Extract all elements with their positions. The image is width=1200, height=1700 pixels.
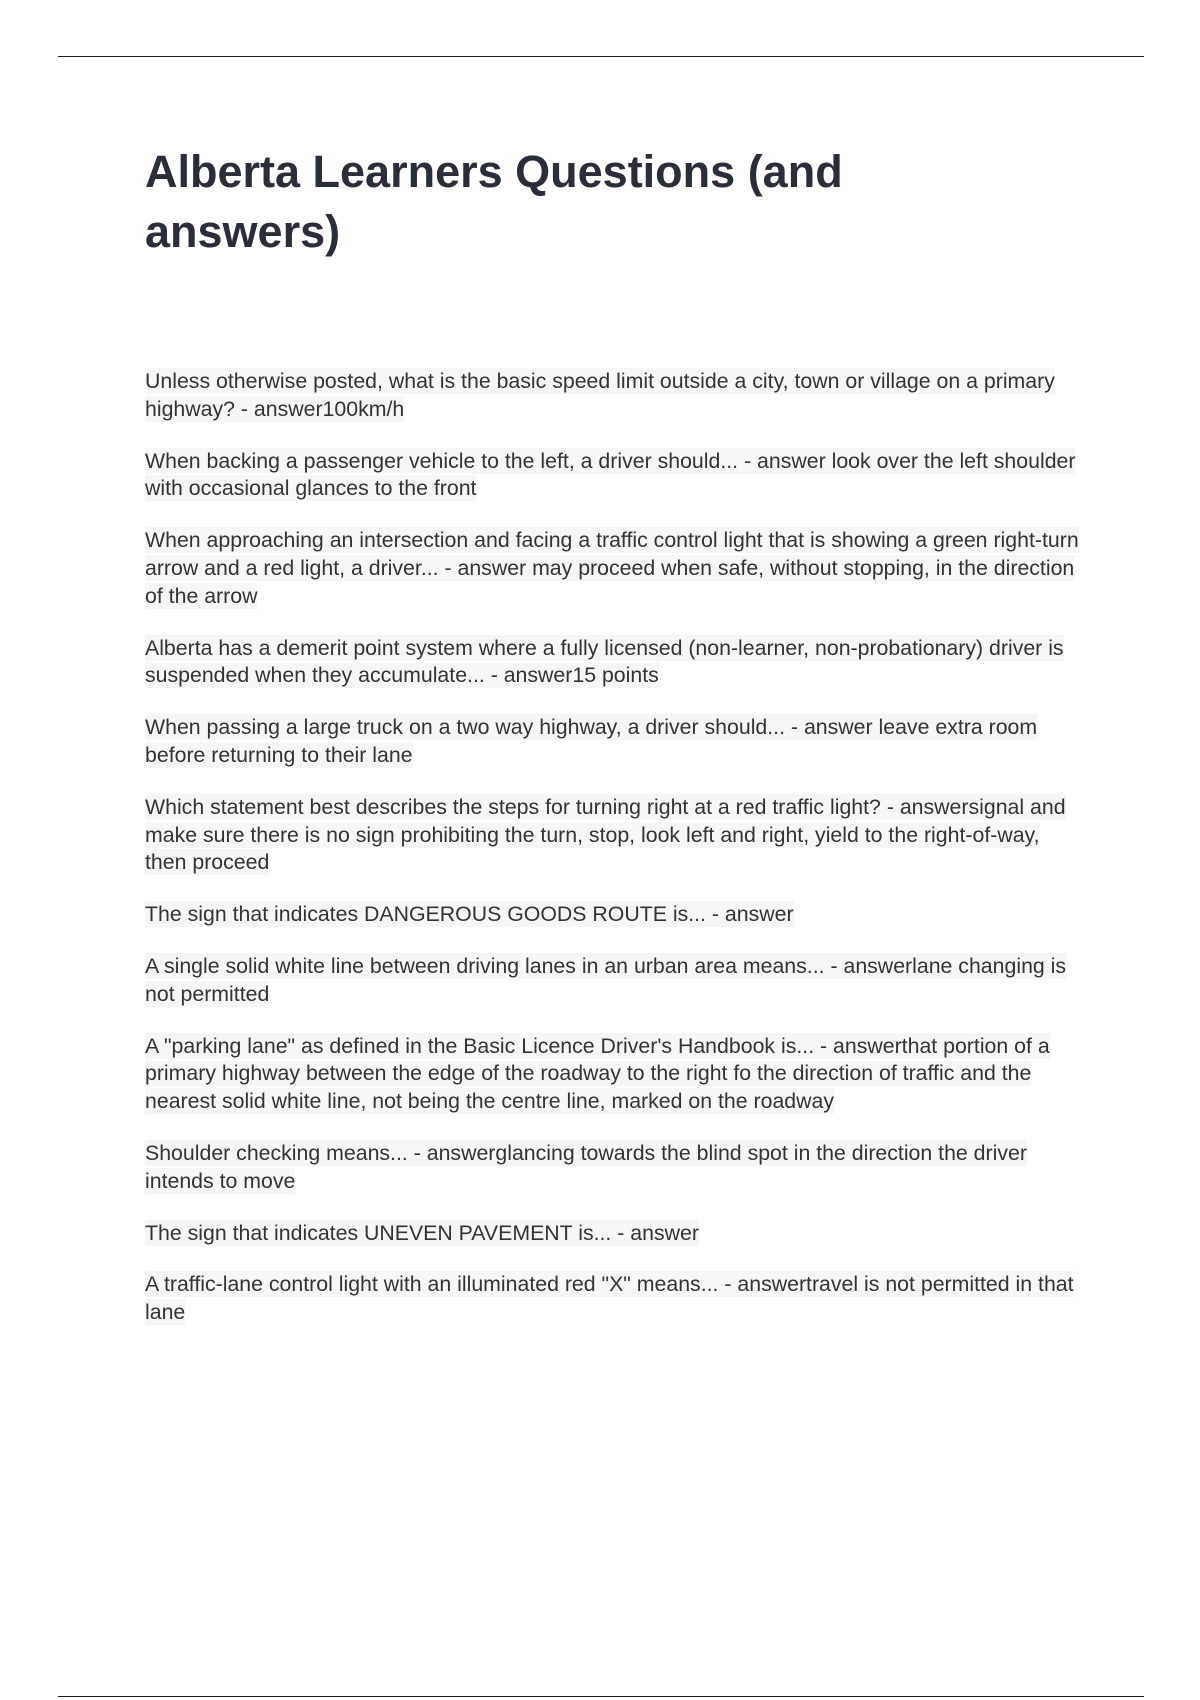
qa-item xyxy=(145,635,1080,691)
top-divider xyxy=(58,56,1144,57)
qa-item xyxy=(145,794,1080,877)
qa-item xyxy=(145,1140,1080,1196)
qa-item xyxy=(145,714,1080,770)
qa-item xyxy=(145,1033,1080,1116)
qa-item xyxy=(145,527,1080,610)
qa-item xyxy=(145,1220,1080,1248)
qa-item xyxy=(145,448,1080,504)
qa-text: When backing a passenger vehicle to the left, a driver should... - answer look over the left shoulder with occasional glances to the front xyxy=(145,448,1076,501)
page-title: Alberta Learners Questions (and answers) xyxy=(145,146,843,257)
bottom-divider xyxy=(58,1696,1144,1697)
qa-item xyxy=(145,368,1080,424)
qa-item xyxy=(145,901,1080,929)
qa-text: When passing a large truck on a two way highway, a driver should... - answer leave extra room before returning to their lane xyxy=(145,715,1038,767)
qa-text: A single solid white line between driving lanes in an urban area means... - answerlane changing is not permitted xyxy=(145,953,1067,1006)
qa-text: Which statement best describes the steps for turning right at a red traffic light? - answersignal and make sure there is no sign prohibiting the turn, stop, look left and right, yield to the right-of-way, then proceed xyxy=(145,794,1066,875)
qa-text: When approaching an intersection and facing a traffic control light that is showing a green right-turn arrow and a red light, a driver... - answer may proceed when safe, without stopping, in the direction of the arrow xyxy=(145,528,1079,608)
qa-text: A traffic-lane control light with an illuminated red "X" means... - answertravel is not permitted in that lane xyxy=(145,1272,1074,1325)
qa-item xyxy=(145,1271,1080,1327)
qa-text: Alberta has a demerit point system where a fully licensed (non-learner, non-probationary) driver is suspended when they accumulate... - answer15 points xyxy=(145,635,1064,688)
qa-text: The sign that indicates DANGEROUS GOODS ROUTE is... - answer xyxy=(145,902,794,927)
question-answer-list xyxy=(145,368,1080,1351)
qa-text: The sign that indicates UNEVEN PAVEMENT is... - answer xyxy=(145,1220,699,1245)
qa-item xyxy=(145,953,1080,1009)
qa-text: Shoulder checking means... - answerglancing towards the blind spot in the direction the driver intends to move xyxy=(145,1140,1027,1193)
qa-text: Unless otherwise posted, what is the basic speed limit outside a city, town or village on a primary highway? - answer100km/h xyxy=(145,369,1055,421)
qa-text: A "parking lane" as defined in the Basic Licence Driver's Handbook is... - answerthat portion of a primary highway between the edge of the roadway to the right fo the direction of traffic and the nearest solid white line, not being the centre line, marked on the roadway xyxy=(145,1033,1050,1114)
